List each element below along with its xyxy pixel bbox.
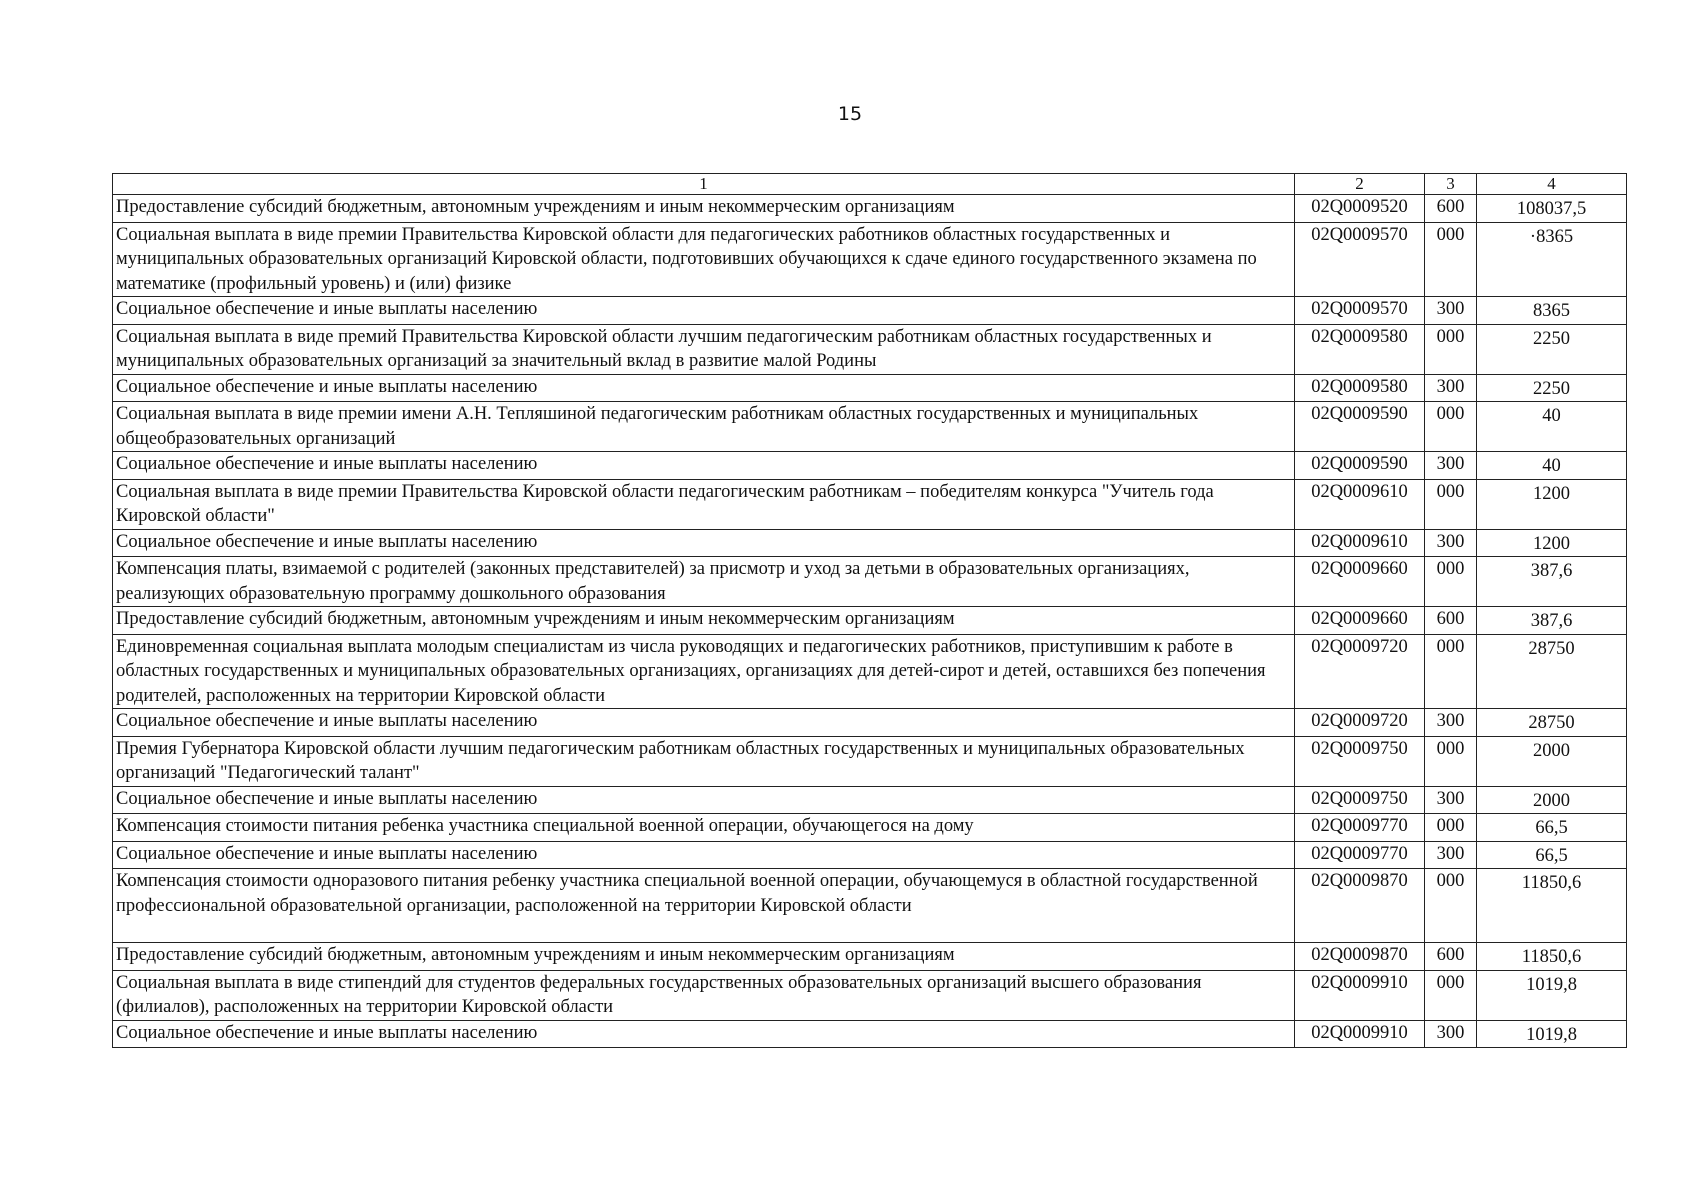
table-row [113, 1020, 1627, 1048]
row-name: Премия Губернатора Кировской области лучшим педагогическим работникам областных государственных и муниципальных образовательных организаций "Педагогический талант" [113, 736, 1295, 786]
row-name: Социальная выплата в виде премии Правительства Кировской области педагогическим работникам – победителям конкурса "Учитель года Кировской области" [113, 479, 1295, 529]
row-amount: 28750 [1477, 709, 1627, 737]
row-name: Социальная выплата в виде премии имени А.Н. Тепляшиной педагогическим работникам областных государственных и муниципальных общеобразовательных организаций [113, 402, 1295, 452]
row-code: 02Q0009750 [1295, 786, 1425, 814]
row-type: 300 [1425, 529, 1477, 557]
row-amount: 11850,6 [1477, 943, 1627, 971]
row-name: Предоставление субсидий бюджетным, автономным учреждениям и иным некоммерческим организациям [113, 943, 1295, 971]
row-amount: 387,6 [1477, 607, 1627, 635]
row-amount: 2000 [1477, 736, 1627, 786]
row-name: Социальное обеспечение и иные выплаты населению [113, 841, 1295, 869]
row-name: Социальная выплата в виде премий Правительства Кировской области лучшим педагогическим работникам областных государственных и муниципальных образовательных организаций за значительный вклад в развитие малой Родины [113, 324, 1295, 374]
row-code: 02Q0009910 [1295, 970, 1425, 1020]
row-name: Предоставление субсидий бюджетным, автономным учреждениям и иным некоммерческим организациям [113, 195, 1295, 223]
row-type: 600 [1425, 607, 1477, 635]
row-type: 000 [1425, 402, 1477, 452]
row-type: 000 [1425, 970, 1477, 1020]
row-type: 300 [1425, 841, 1477, 869]
table-row [113, 634, 1627, 709]
row-type: 000 [1425, 736, 1477, 786]
row-amount: 387,6 [1477, 557, 1627, 607]
row-amount: 2000 [1477, 786, 1627, 814]
table-row [113, 814, 1627, 842]
row-code: 02Q0009770 [1295, 841, 1425, 869]
table-row [113, 529, 1627, 557]
row-name: Социальное обеспечение и иные выплаты населению [113, 529, 1295, 557]
row-amount: 2250 [1477, 374, 1627, 402]
table-row [113, 736, 1627, 786]
row-code: 02Q0009660 [1295, 607, 1425, 635]
row-name: Социальное обеспечение и иные выплаты населению [113, 297, 1295, 325]
table-row [113, 557, 1627, 607]
row-amount: 28750 [1477, 634, 1627, 709]
table-row [113, 324, 1627, 374]
row-type: 300 [1425, 374, 1477, 402]
row-amount: 1019,8 [1477, 1020, 1627, 1048]
table-row [113, 709, 1627, 737]
row-amount: 1200 [1477, 529, 1627, 557]
row-amount: 66,5 [1477, 841, 1627, 869]
table-row [113, 402, 1627, 452]
row-amount: 11850,6 [1477, 869, 1627, 943]
row-code: 02Q0009750 [1295, 736, 1425, 786]
row-code: 02Q0009610 [1295, 479, 1425, 529]
row-type: 000 [1425, 814, 1477, 842]
row-spacer [116, 918, 1291, 942]
row-type: 300 [1425, 786, 1477, 814]
row-name: Социальное обеспечение и иные выплаты населению [113, 786, 1295, 814]
row-type: 000 [1425, 479, 1477, 529]
row-amount: 40 [1477, 402, 1627, 452]
header-cell-amount: 4 [1477, 174, 1627, 195]
row-name: Социальное обеспечение и иные выплаты населению [113, 374, 1295, 402]
row-code: 02Q0009580 [1295, 324, 1425, 374]
row-code: 02Q0009660 [1295, 557, 1425, 607]
budget-table [112, 173, 1627, 1048]
page-number: 15 [837, 103, 863, 125]
row-name: Компенсация платы, взимаемой с родителей (законных представителей) за присмотр и уход за детьми в образовательных организациях, реализующих образовательную программу дошкольного образования [113, 557, 1295, 607]
row-name: Предоставление субсидий бюджетным, автономным учреждениям и иным некоммерческим организациям [113, 607, 1295, 635]
row-code: 02Q0009590 [1295, 402, 1425, 452]
row-code: 02Q0009590 [1295, 452, 1425, 480]
table-row [113, 943, 1627, 971]
row-amount: 8365 [1477, 297, 1627, 325]
row-type: 000 [1425, 634, 1477, 709]
row-type: 000 [1425, 869, 1477, 943]
table-row [113, 607, 1627, 635]
row-code: 02Q0009720 [1295, 634, 1425, 709]
row-code: 02Q0009570 [1295, 297, 1425, 325]
row-type: 300 [1425, 297, 1477, 325]
table-row [113, 786, 1627, 814]
row-name: Социальное обеспечение и иные выплаты населению [113, 452, 1295, 480]
row-name [113, 869, 1295, 943]
table-row [113, 869, 1627, 943]
table-row [113, 297, 1627, 325]
row-code: 02Q0009570 [1295, 222, 1425, 297]
row-name: Единовременная социальная выплата молодым специалистам из числа руководящих и педагогических работников, приступившим к работе в областных государственных и муниципальных образовательных организациях, организациях для детей-сирот и детей, оставшихся без попечения родителей, расположенных на территории Кировской области [113, 634, 1295, 709]
row-code: 02Q0009870 [1295, 943, 1425, 971]
row-type: 000 [1425, 324, 1477, 374]
row-code: 02Q0009610 [1295, 529, 1425, 557]
row-type: 600 [1425, 195, 1477, 223]
row-type: 300 [1425, 709, 1477, 737]
row-amount: 66,5 [1477, 814, 1627, 842]
table-row [113, 970, 1627, 1020]
row-type: 300 [1425, 1020, 1477, 1048]
row-type: 000 [1425, 557, 1477, 607]
header-cell-name: 1 [113, 174, 1295, 195]
row-code: 02Q0009520 [1295, 195, 1425, 223]
header-cell-code: 2 [1295, 174, 1425, 195]
row-amount: 2250 [1477, 324, 1627, 374]
row-amount: 40 [1477, 452, 1627, 480]
table-row [113, 452, 1627, 480]
row-code: 02Q0009870 [1295, 869, 1425, 943]
row-name-text: Компенсация стоимости одноразового питания ребенку участника специальной военной операции, обучающемуся в областной государственной профессиональной образовательной организации, расположенной на территории Кировской области [116, 871, 1258, 916]
row-name: Компенсация стоимости питания ребенка участника специальной военной операции, обучающегося на дому [113, 814, 1295, 842]
table-row [113, 374, 1627, 402]
row-name: Социальное обеспечение и иные выплаты населению [113, 709, 1295, 737]
row-amount: 108037,5 [1477, 195, 1627, 223]
row-name: Социальное обеспечение и иные выплаты населению [113, 1020, 1295, 1048]
row-code: 02Q0009910 [1295, 1020, 1425, 1048]
table-row [113, 841, 1627, 869]
table-row [113, 195, 1627, 223]
row-code: 02Q0009720 [1295, 709, 1425, 737]
row-name: Социальная выплата в виде стипендий для студентов федеральных государственных образовательных организаций высшего образования (филиалов), расположенных на территории Кировской области [113, 970, 1295, 1020]
row-name: Социальная выплата в виде премии Правительства Кировской области для педагогических работников областных государственных и муниципальных образовательных организаций Кировской области, подготовивших обучающихся к сдаче единого государственного экзамена по математике (профильный уровень) и (или) физике [113, 222, 1295, 297]
row-code: 02Q0009580 [1295, 374, 1425, 402]
table-row [113, 222, 1627, 297]
row-amount: ·8365 [1477, 222, 1627, 297]
row-type: 300 [1425, 452, 1477, 480]
header-cell-type: 3 [1425, 174, 1477, 195]
table-row [113, 479, 1627, 529]
table-header-row [113, 174, 1627, 195]
row-type: 600 [1425, 943, 1477, 971]
row-amount: 1019,8 [1477, 970, 1627, 1020]
row-code: 02Q0009770 [1295, 814, 1425, 842]
row-amount: 1200 [1477, 479, 1627, 529]
row-type: 000 [1425, 222, 1477, 297]
